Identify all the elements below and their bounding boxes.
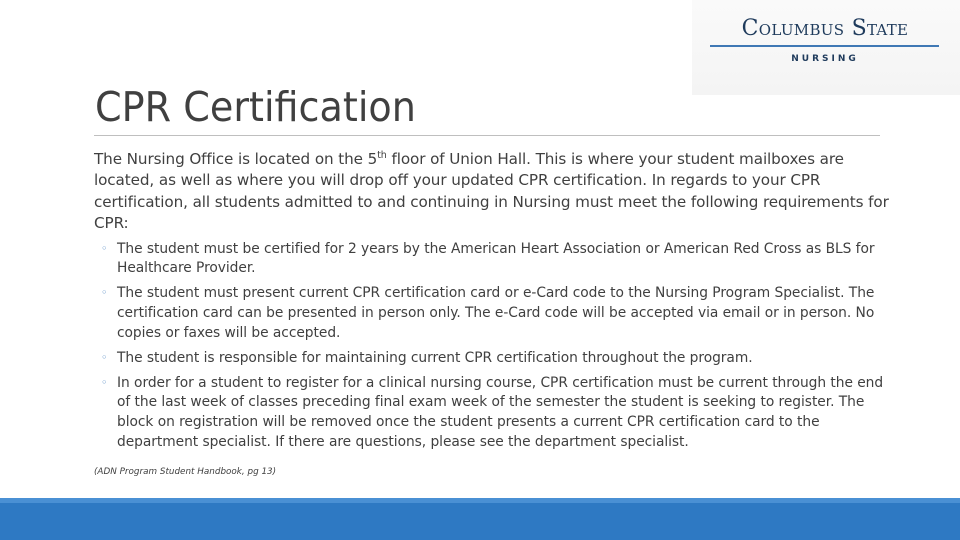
bullet-circle-icon: ◦ xyxy=(101,350,108,364)
list-item-text: The student is responsible for maintaining current CPR certification throughout the program. xyxy=(117,349,753,366)
bullet-circle-icon: ◦ xyxy=(101,375,108,389)
list-item xyxy=(94,374,894,453)
logo-subtitle: NURSING xyxy=(791,54,859,64)
citation: (ADN Program Student Handbook, pg 13) xyxy=(94,467,277,477)
intro-text-end: floor of Union Hall. This is where your student mailboxes are located, as well as where you will drop off your updated CPR certification. In regards to your CPR certification, all students admitted to and continuing in Nursing must meet the following requirements for CPR: xyxy=(94,150,889,233)
title-divider xyxy=(94,135,880,136)
slide-title: CPR Certification xyxy=(95,83,416,131)
list-item xyxy=(94,240,894,279)
list-item-text: The student must present current CPR certification card or e-Card code to the Nursing Program Specialist. The certification card can be presented in person only. The e-Card code will be accepted via email or in person. No copies or faxes will be accepted. xyxy=(117,285,875,341)
requirements-list xyxy=(94,240,894,453)
slide-body xyxy=(94,149,894,458)
bullet-circle-icon: ◦ xyxy=(101,286,108,300)
list-item-text: In order for a student to register for a clinical nursing course, CPR certification must be current through the end of the last week of classes preceding final exam week of the semester the student is seeking to register. The block on registration will be removed once the student presents a current CPR certification card to the department specialist. If there are questions, please see the department specialist. xyxy=(117,374,884,450)
ordinal-suffix: th xyxy=(377,150,387,161)
intro-paragraph xyxy=(94,149,894,235)
bullet-circle-icon: ◦ xyxy=(101,241,108,255)
intro-text-start: The Nursing Office is located on the 5 xyxy=(94,150,378,168)
list-item-text: The student must be certified for 2 years by the American Heart Association or American Red Cross as BLS for Healthcare Provider. xyxy=(117,240,875,277)
logo-divider xyxy=(710,45,939,47)
logo-panel xyxy=(692,0,960,95)
list-item xyxy=(94,349,894,369)
footer-bar xyxy=(0,498,960,540)
logo-wordmark: Columbus State xyxy=(741,16,909,41)
footer-bar-highlight xyxy=(0,498,960,503)
list-item xyxy=(94,284,894,343)
